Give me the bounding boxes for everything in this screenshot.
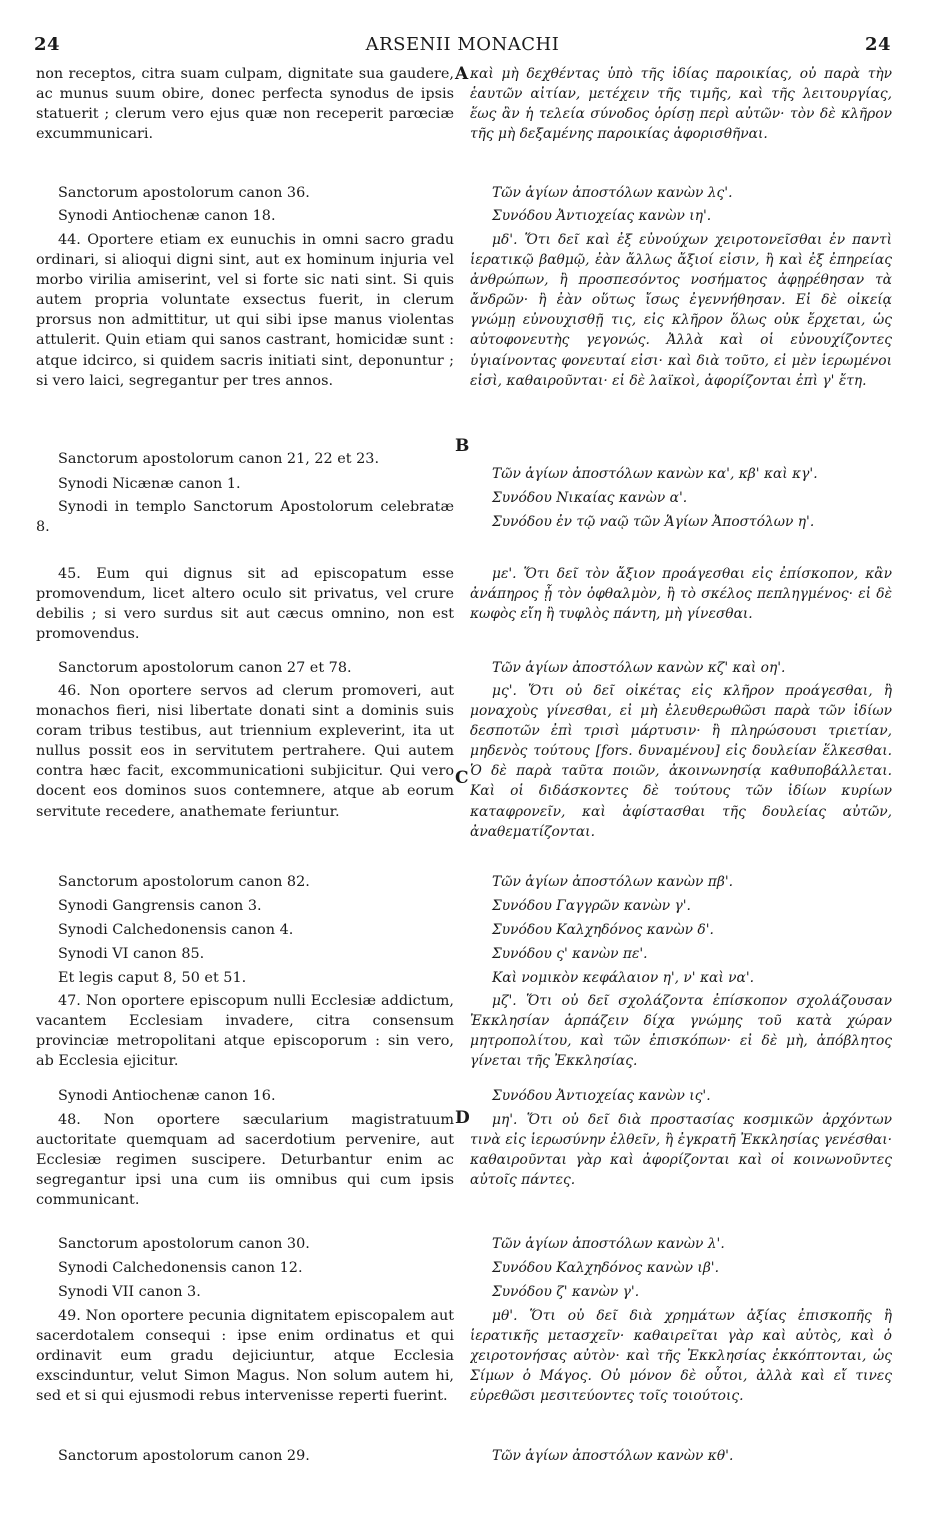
latin-canon-reference: Synodi VI canon 85. xyxy=(58,946,205,962)
latin-canon-reference: Synodi Antiochenæ canon 16. xyxy=(58,1088,276,1104)
running-title: ARSENII MONACHI xyxy=(365,34,560,55)
greek-canon-reference: Συνόδου Ἀντιοχείας κανὼν ις'. xyxy=(492,1088,711,1104)
greek-canon-45: με'. Ὅτι δεῖ τὸν ἄξιον προάγεσθαι εἰς ἐπίσκοπον, κἂν ἀνάπηρος ᾖ τὸν ὀφθαλμὸν, ἢ τὸ σκέλος πεπληγμένος· εἰ δὲ κωφὸς εἴη ἢ τυφλὸς πάντη, μὴ γίνεσθαι. xyxy=(470,566,892,623)
greek-canon-reference: Καὶ νομικὸν κεφάλαιον η', ν' καὶ να'. xyxy=(492,970,755,986)
latin-canon-reference: Sanctorum apostolorum canon 29. xyxy=(58,1448,310,1464)
latin-canon-45: 45. Eum qui dignus sit ad episcopatum esse promovendum, licet altero oculo sit privatus, vel crure debilis ; si vero surdus sit aut cæcus omnino, non est promovendus. xyxy=(36,566,454,643)
latin-canon-reference: Sanctorum apostolorum canon 21, 22 et 23. xyxy=(58,451,380,467)
latin-canon-reference: Synodi Antiochenæ canon 18. xyxy=(58,208,276,224)
latin-canon-reference: Sanctorum apostolorum canon 82. xyxy=(58,874,310,890)
greek-canon-44: μδ'. Ὅτι δεῖ καὶ ἐξ εὐνούχων χειροτονεῖσθαι ἐν παντὶ ἱερατικῷ βαθμῷ, ἐὰν ἄλλως ἄξιοί εἰσιν, ἢ καὶ ἐξ ἐπηρείας ἀνθρώπων, ἢ προσπεσόντος νοσήματος ἀφῃρέθησαν τὰ ἄνδρῶν· ἢ ἐὰν οὕτως ἴσως ἐγεννήθησαν. Εἰ δὲ οἰκείᾳ γνώμῃ εὐνουχισθῇ τις, εἰς κλῆρον ὅλως οὐκ ἔρχεται, ὡς αὐτοφονευτὴς γεγονώς. Ἀλλὰ καὶ οἱ εὐνουχίζοντες ὑγιαίνοντας φονευταί εἰσι· καὶ διὰ τοῦτο, εἰ μὲν ἱερωμένοι εἰσὶ, καθαιροῦνται· εἰ δὲ λαϊκοὶ, ἀφορίζονται ἐπὶ γ' ἔτη. xyxy=(470,232,892,389)
greek-canon-reference: Συνόδου ἐν τῷ ναῷ τῶν Ἁγίων Ἀποστόλων η'. xyxy=(492,514,815,530)
latin-canon-47: 47. Non oportere episcopum nulli Ecclesiæ addictum, vacantem Ecclesiam invadere, citra consensum provinciæ metropolitani atque episcoporum : sin vero, ab Ecclesia ejicitur. xyxy=(36,993,454,1070)
section-marker-b: B xyxy=(455,436,470,456)
greek-canon-reference: Συνόδου Νικαίας κανὼν α'. xyxy=(492,490,688,506)
greek-canon-reference: Τῶν ἁγίων ἀποστόλων κανὼν κθ'. xyxy=(492,1448,734,1464)
greek-canon-reference: Συνόδου Καλχηδόνος κανὼν δ'. xyxy=(492,922,714,938)
greek-canon-reference: Συνόδου ζ' κανὼν γ'. xyxy=(492,1284,640,1300)
greek-canon-reference: Τῶν ἁγίων ἀποστόλων κανὼν λ'. xyxy=(492,1236,725,1252)
greek-canon-reference: Τῶν ἁγίων ἀποστόλων κανὼν λς'. xyxy=(492,185,733,201)
latin-canon-reference: Synodi Calchedonensis canon 12. xyxy=(58,1260,303,1276)
running-header xyxy=(34,34,891,58)
greek-canon-reference: Τῶν ἁγίων ἀποστόλων κανὼν κζ' καὶ οη'. xyxy=(492,660,786,676)
latin-canon-reference: Synodi Calchedonensis canon 4. xyxy=(58,922,294,938)
greek-canon-reference: Τῶν ἁγίων ἀποστόλων κανὼν πβ'. xyxy=(492,874,734,890)
greek-paragraph-continuation: καὶ μὴ δεχθέντας ὑπὸ τῆς ἰδίας παροικίας, οὐ παρὰ τὴν ἑαυτῶν αἰτίαν, μετέχειν τῆς τιμῆς, καὶ τῆς λειτουργίας, ἕως ἂν ἡ τελεία σύνοδος ὁρίσῃ περὶ αὐτῶν· τὸν δὲ κλῆρον τῆς μὴ δεξαμένης παροικίας ἀφορισθῆναι. xyxy=(470,66,892,143)
greek-canon-49: μθ'. Ὅτι οὐ δεῖ διὰ χρημάτων ἀξίας ἐπισκοπῆς ἢ ἱερατικῆς μετασχεῖν· καθαιρεῖται γὰρ καὶ αὐτὸς, καὶ ὁ χειροτονήσας αὐτὸν· καὶ τῆς Ἐκκλησίας ἐκκόπτονται, ὡς Σίμων ὁ Μάγος. Οὐ μόνον δὲ οὗτοι, ἀλλὰ καὶ εἴ τινες εὑρεθῶσι μεσιτεύοντες τοῖς τοιούτοις. xyxy=(470,1308,892,1405)
latin-canon-reference: Synodi in templo Sanctorum Apostolorum celebratæ 8. xyxy=(36,499,454,536)
greek-canon-reference: Συνόδου ς' κανὼν πε'. xyxy=(492,946,648,962)
page-number-left: 24 xyxy=(34,34,61,55)
latin-canon-49: 49. Non oportere pecunia dignitatem episcopalem aut sacerdotalem consequi : ipse enim ordinatus et qui ordinavit eum gradu dejiciuntur, atque Ecclesia exscinduntur, velut Simon Magus. Non solum autem hi, sed et si qui ejusmodi rebus intervenisse reperti fuerint. xyxy=(36,1308,454,1405)
section-marker-a: A xyxy=(455,64,469,84)
latin-canon-48: 48. Non oportere sæcularium magistratuum auctoritate quemquam ad sacerdotium pervenire, aut Ecclesiæ regimen suscipere. Deturbantur enim ac segregantur ipsi una cum iis omnibus qui cum ipsis communicant. xyxy=(36,1112,454,1209)
latin-column xyxy=(36,64,454,1484)
latin-canon-46: 46. Non oportere servos ad clerum promoveri, aut monachos fieri, nisi libertate donati sint a dominis suis coram tribus testibus, aut triennium expleverint, ita ut nullus possit eos in servitutem pertrahere. Qui autem contra hæc facit, excommunicationi subjicitur. Qui vero docent eos dominos suos contemnere, atque ab eorum servitute recedere, anathemate feriuntur. xyxy=(36,683,454,820)
section-marker-d: D xyxy=(455,1108,470,1128)
greek-canon-48: μη'. Ὅτι οὐ δεῖ διὰ προστασίας κοσμικῶν ἀρχόντων τινὰ εἰς ἱερωσύνην ἐλθεῖν, ἢ ἐγκρατῆ Ἐκκλησίας γενέσθαι· καθαιροῦνται γὰρ καὶ ἀφορίζονται καὶ οἱ κοινωνοῦντες αὐτοῖς πάντες. xyxy=(470,1112,892,1189)
greek-column xyxy=(470,64,892,1484)
greek-canon-46: μς'. Ὅτι οὐ δεῖ οἰκέτας εἰς κλῆρον προάγεσθαι, ἢ μοναχοὺς γίνεσθαι, εἰ μὴ ἐλευθερωθῶσι παρὰ τῶν ἰδίων δεσποτῶν ἐπὶ τρισὶ μάρτυσιν· ἢ πληρώσουσι τριετίαν, μηδενὸς τούτους [fors. δυναμένου] εἰς δουλείαν ἕλκεσθαι. Ὁ δὲ παρὰ ταῦτα ποιῶν, ἀκοινωνησίᾳ καθυποβάλλεται. Καὶ οἱ διδάσκοντες δὲ τούτους τῶν ἰδίων κυρίων καταφρονεῖν, καὶ ἀφίστασθαι τῆς δουλείας αὐτῶν, ἀναθεματίζονται. xyxy=(470,683,892,840)
greek-canon-reference: Συνόδου Γαγγρῶν κανὼν γ'. xyxy=(492,898,691,914)
latin-canon-reference: Synodi Gangrensis canon 3. xyxy=(58,898,262,914)
latin-canon-44: 44. Oportere etiam ex eunuchis in omni sacro gradu ordinari, si alioqui digni sint, aut ex hominum injuria vel morbo virilia amiserint, vel si forte sic nati sint. Si quis autem propria voluntate exsectus fuerit, in clerum prorsus non admittitur, ut qui sibi ipse manus violentas attulerit. Quin etiam qui sanos castrant, homicidæ sunt : atque idcirco, si quidem sacris initiati sint, deponuntur ; si vero laici, segregantur per tres annos. xyxy=(36,232,454,389)
latin-paragraph-continuation: non receptos, citra suam culpam, dignitate sua gaudere, ac munus suum obire, donec perfecta synodus de ipsis statuerit ; clerum vero ejus quæ non receperit parœciæ excummunicari. xyxy=(36,66,454,143)
greek-canon-reference: Συνόδου Καλχηδόνος κανὼν ιβ'. xyxy=(492,1260,719,1276)
latin-canon-reference: Synodi Nicænæ canon 1. xyxy=(58,476,241,492)
section-marker-c: C xyxy=(455,768,469,788)
greek-canon-reference: Συνόδου Ἀντιοχείας κανὼν ιη'. xyxy=(492,208,712,224)
greek-canon-47: μζ'. Ὅτι οὐ δεῖ σχολάζοντα ἐπίσκοπον σχολάζουσαν Ἐκκλησίαν ἁρπάζειν δίχα γνώμης τοῦ κατὰ χώραν μητροπολίτου, καὶ τῶν ἐπισκόπων· εἰ δὲ μὴ, ἀπόβλητος γίνεται τῆς Ἐκκλησίας. xyxy=(470,993,892,1070)
page-number-right: 24 xyxy=(864,34,891,55)
latin-canon-reference: Et legis caput 8, 50 et 51. xyxy=(58,970,247,986)
latin-canon-reference: Sanctorum apostolorum canon 36. xyxy=(58,185,310,201)
latin-canon-reference: Synodi VII canon 3. xyxy=(58,1284,201,1300)
latin-canon-reference: Sanctorum apostolorum canon 27 et 78. xyxy=(58,660,352,676)
greek-canon-reference: Τῶν ἁγίων ἀποστόλων κανὼν κα', κβ' καὶ κγ'. xyxy=(492,466,818,482)
latin-canon-reference: Sanctorum apostolorum canon 30. xyxy=(58,1236,310,1252)
